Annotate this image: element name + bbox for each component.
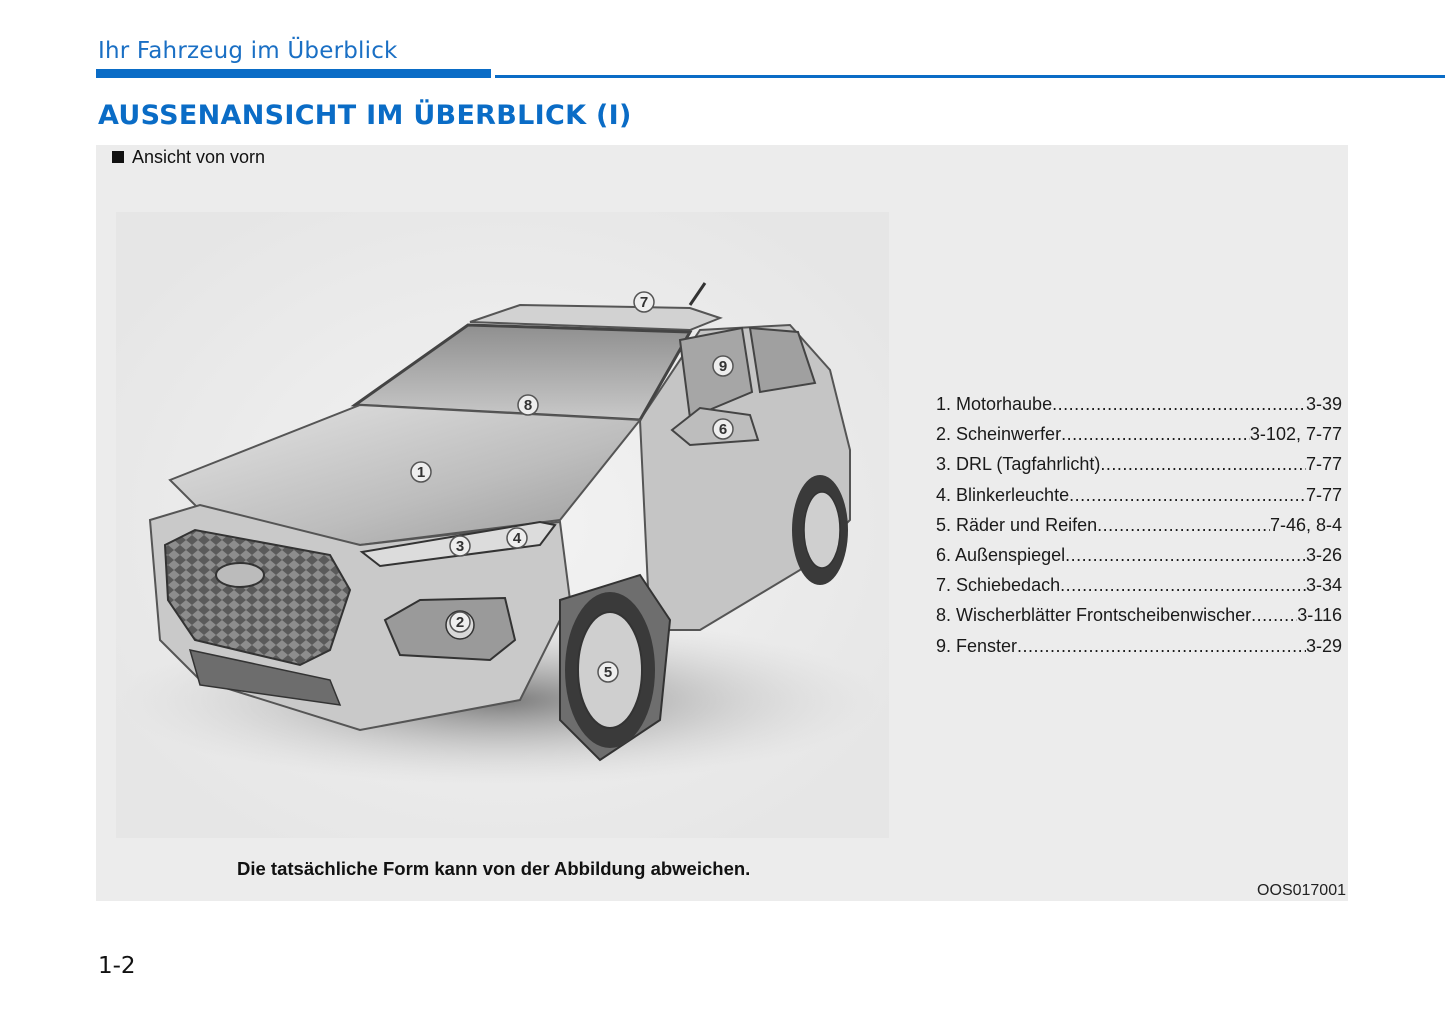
- callout-7-label: 7: [639, 294, 649, 311]
- legend-item-label: 5. Räder und Reifen: [936, 514, 1098, 535]
- legend-item-label: 9. Fenster: [936, 635, 1018, 656]
- legend-item-page: 3-116: [1297, 605, 1342, 626]
- legend-item-label: 1. Motorhaube: [936, 394, 1053, 414]
- callout-2-label: 2: [455, 614, 465, 631]
- page-number: 1-2: [98, 953, 136, 979]
- legend-item: [936, 636, 1342, 666]
- callout-9-label: 9: [718, 358, 728, 375]
- legend-item-page: 3-34: [1305, 575, 1342, 596]
- legend-item-label: 7. Schiebedach: [936, 575, 1061, 596]
- view-label-text: Ansicht von vorn: [132, 147, 266, 167]
- legend-item-label: 2. Scheinwerfer: [936, 424, 1062, 445]
- car-illustration: [116, 212, 889, 838]
- bullet-square-icon: [112, 151, 124, 163]
- header-bar-rule: [495, 75, 1445, 78]
- legend-item: [936, 424, 1342, 454]
- legend-item-page: 3-39: [1305, 394, 1342, 414]
- legend-list: [936, 394, 1342, 666]
- callout-4-label: 4: [512, 530, 522, 547]
- legend-item-page: 3-102, 7-77: [1249, 424, 1342, 445]
- legend-item: [936, 515, 1342, 545]
- legend-item: [936, 605, 1342, 635]
- figure-code: OOS017001: [1257, 882, 1346, 899]
- legend-item-page: 7-77: [1305, 484, 1342, 505]
- legend-item: [936, 454, 1342, 484]
- page-title: AUSSENANSICHT IM ÜBERBLICK (I): [98, 100, 632, 131]
- callout-5-label: 5: [603, 664, 613, 681]
- legend-item: [936, 575, 1342, 605]
- legend-item-label: 4. Blinkerleuchte: [936, 484, 1070, 505]
- legend-item-label: 6. Außenspiegel: [936, 544, 1066, 565]
- figure-disclaimer: Die tatsächliche Form kann von der Abbildung abweichen.: [237, 858, 751, 879]
- legend-item: [936, 545, 1342, 575]
- legend-item: [936, 485, 1342, 515]
- callout-8-label: 8: [523, 397, 533, 414]
- callout-3-label: 3: [455, 538, 465, 555]
- legend-item: [936, 394, 1342, 424]
- header-bar-accent: [96, 69, 491, 78]
- legend-item-page: 7-46, 8-4: [1269, 514, 1342, 535]
- callout-6-label: 6: [718, 421, 728, 438]
- legend-item-page: 7-77: [1305, 454, 1342, 475]
- legend-item-page: 3-26: [1305, 544, 1342, 565]
- callout-1-label: 1: [416, 464, 426, 481]
- legend-item-label: 3. DRL (Tagfahrlicht): [936, 454, 1101, 475]
- section-title: Ihr Fahrzeug im Überblick: [98, 38, 398, 64]
- view-label: [112, 147, 265, 168]
- legend-item-page: 3-29: [1305, 635, 1342, 656]
- legend-item-label: 8. Wischerblätter Frontscheibenwischer: [936, 605, 1252, 626]
